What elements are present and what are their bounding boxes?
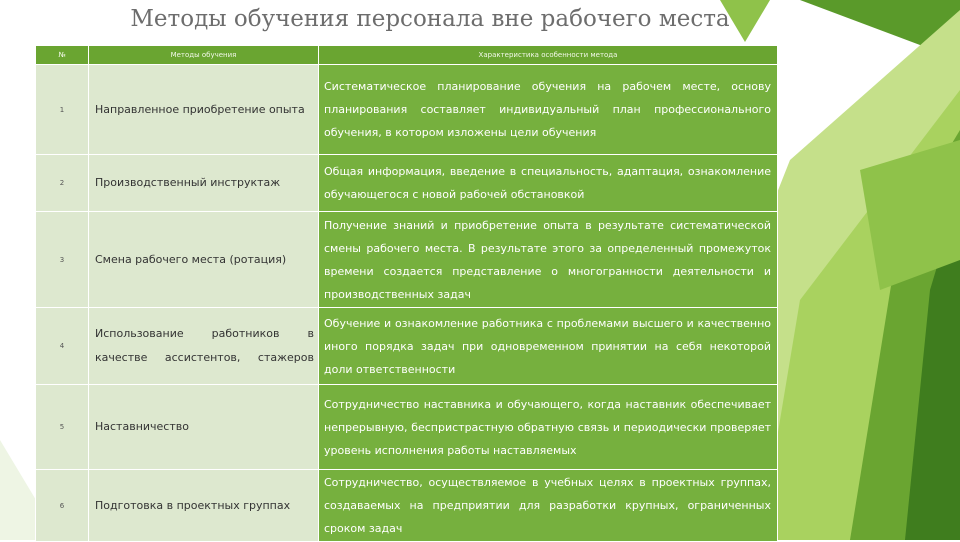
header-method: Методы обучения bbox=[89, 46, 319, 65]
method-characteristic: Получение знаний и приобретение опыта в результате систематической смены рабочего места. В результате этого за определенный промежуток времени создается представление о многогранности деятельности и производственных задач bbox=[319, 212, 778, 308]
method-characteristic: Сотрудничество, осуществляемое в учебных целях в проектных группах, создаваемых на предприятии для разработки крупных, ограниченных сроком задач bbox=[319, 470, 778, 542]
row-number: 5 bbox=[36, 385, 89, 470]
method-name: Наставничество bbox=[89, 385, 319, 470]
method-name: Производственный инструктаж bbox=[89, 155, 319, 212]
row-number: 6 bbox=[36, 470, 89, 542]
row-number: 4 bbox=[36, 308, 89, 385]
method-characteristic: Сотрудничество наставника и обучающего, когда наставник обеспечивает непрерывную, беспристрастную обратную связь и периодически проверяет уровень исполнения работы наставляемых bbox=[319, 385, 778, 470]
table-row bbox=[36, 308, 778, 385]
table-row bbox=[36, 155, 778, 212]
page-title: Методы обучения персонала вне рабочего места bbox=[130, 6, 730, 32]
method-name: Подготовка в проектных группах bbox=[89, 470, 319, 542]
table-row bbox=[36, 385, 778, 470]
method-characteristic: Обучение и ознакомление работника с проблемами высшего и качественно иного порядка задач при одновременном принятии на себя некоторой доли ответственности bbox=[319, 308, 778, 385]
table-row bbox=[36, 470, 778, 542]
row-number: 3 bbox=[36, 212, 89, 308]
method-characteristic: Общая информация, введение в специальность, адаптация, ознакомление обучающегося с новой рабочей обстановкой bbox=[319, 155, 778, 212]
table-row bbox=[36, 212, 778, 308]
method-name: Использование работников в качестве ассистентов, стажеров bbox=[89, 308, 319, 385]
method-characteristic: Систематическое планирование обучения на рабочем месте, основу планирования составляет индивидуальный план профессионального обучения, в котором изложены цели обучения bbox=[319, 65, 778, 155]
method-name: Направленное приобретение опыта bbox=[89, 65, 319, 155]
table-header-row bbox=[36, 46, 778, 65]
row-number: 1 bbox=[36, 65, 89, 155]
row-number: 2 bbox=[36, 155, 89, 212]
header-characteristic: Характеристика особенности метода bbox=[319, 46, 778, 65]
method-name: Смена рабочего места (ротация) bbox=[89, 212, 319, 308]
table-row bbox=[36, 65, 778, 155]
header-number: № bbox=[36, 46, 89, 65]
methods-table bbox=[35, 45, 778, 542]
